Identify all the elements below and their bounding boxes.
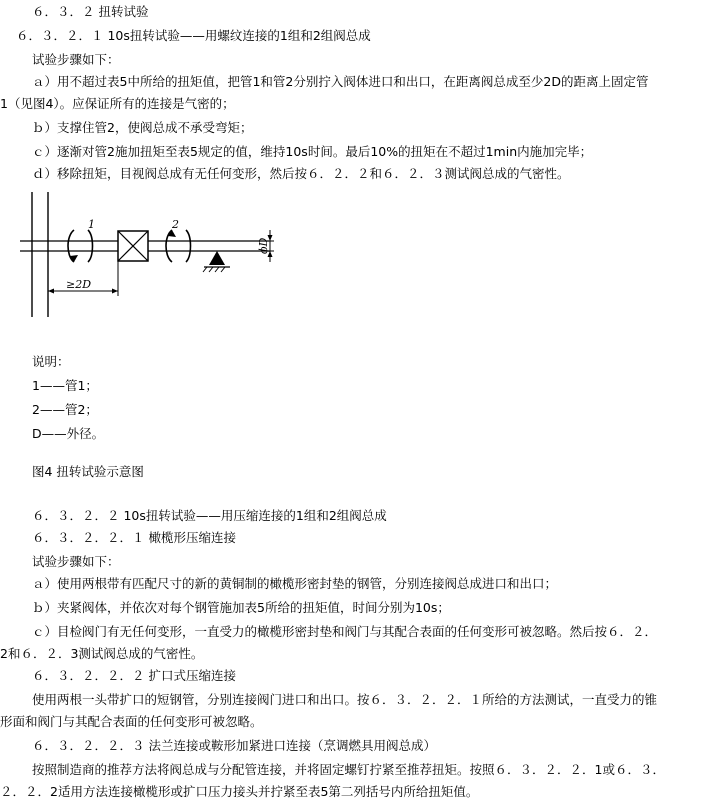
torque-test-figure [12, 192, 312, 317]
paragraph-6-3-2-2-3-continued: ２．２．2适用方法连接橄榄形或扩口压力接头并拧紧至表5第二列括号内所给扭矩值。 [0, 784, 479, 799]
label-2d: ≥2D [66, 278, 92, 291]
paragraph-6-3-2-2-2-continued: 形面和阀门与其配合表面的任何变形可被忽略。 [0, 714, 263, 729]
label-1: 1 [88, 218, 95, 231]
label-diameter: ϕD [257, 237, 270, 254]
step-a-2: ａ）使用两根带有匹配尺寸的新的黄铜制的橄榄形密封垫的钢管，分别连接阀总成进口和出口； [32, 576, 558, 591]
label-2: 2 [172, 218, 179, 231]
legend-item-2: 2——管2； [32, 402, 98, 417]
section-6-3-2-heading: ６．３．２ 扭转试验 [32, 4, 149, 19]
section-6-3-2-2-3-heading: ６．３．２．２．３ 法兰连接或鞍形加紧进口连接（烹调燃具用阀总成） [32, 738, 436, 753]
step-a-continued: 1（见图4）。应保证所有的连接是气密的； [0, 96, 235, 111]
step-c-2: ｃ）目检阀门有无任何变形，一直受力的橄榄形密封垫和阀门与其配合表面的任何变形可被忽略。然后按６．２． [32, 624, 658, 639]
section-6-3-2-2-2-heading: ６．３．２．２．２ 扩口式压缩连接 [32, 668, 236, 683]
torque-arrow-2-back [186, 230, 191, 262]
step-a: ａ）用不超过表5中所给的扭矩值，把管1和管2分别拧入阀体进口和出口，在距离阀总成至少2D的距离上固定管 [32, 74, 649, 89]
legend-item-1: 1——管1； [32, 378, 98, 393]
step-c-2-continued: 2和６．２．3测试阀总成的气密性。 [0, 646, 204, 661]
section-6-3-2-2-heading: ６．３．２．２ 10s扭转试验——用压缩连接的1组和2组阀总成 [32, 508, 387, 523]
legend-item-d: D——外径。 [32, 426, 105, 441]
pin-support [209, 251, 225, 265]
paragraph-6-3-2-2-3: 按照制造商的推荐方法将阀总成与分配管连接，并将固定螺钉拧紧至推荐扭矩。按照６．３．２．２．1或６．３． [32, 762, 665, 777]
step-b-2: ｂ）夹紧阀体，并依次对每个钢管施加表5所给的扭矩值，时间分别为10s； [32, 600, 450, 615]
figure-caption: 图4 扭转试验示意图 [32, 464, 144, 479]
step-d: ｄ）移除扭矩，目视阀总成有无任何变形，然后按６．２．２和６．２．３测试阀总成的气密性。 [32, 166, 570, 181]
paragraph-6-3-2-2-2: 使用两根一头带扩口的短钢管，分别连接阀门进口和出口。按６．３．２．２．１所给的方法测试，一直受力的锥 [32, 692, 658, 707]
section-6-3-2-1-heading: ６．３．２．１ 10s扭转试验——用螺纹连接的1组和2组阀总成 [16, 28, 371, 43]
step-b: ｂ）支撑住管2，使阀总成不承受弯矩； [32, 120, 253, 135]
legend-title: 说明： [32, 354, 70, 369]
step-c: ｃ）逐渐对管2施加扭矩至表5规定的值，维持10s时间。最后10%的扭矩在不超过1min内施加完毕； [32, 144, 593, 159]
section-6-3-2-2-1-heading: ６．３．２．２．１ 橄榄形压缩连接 [32, 530, 236, 545]
steps-label: 试验步骤如下： [32, 52, 120, 67]
torque-arrow-1-back [88, 230, 93, 262]
steps-label-2: 试验步骤如下： [32, 554, 120, 569]
